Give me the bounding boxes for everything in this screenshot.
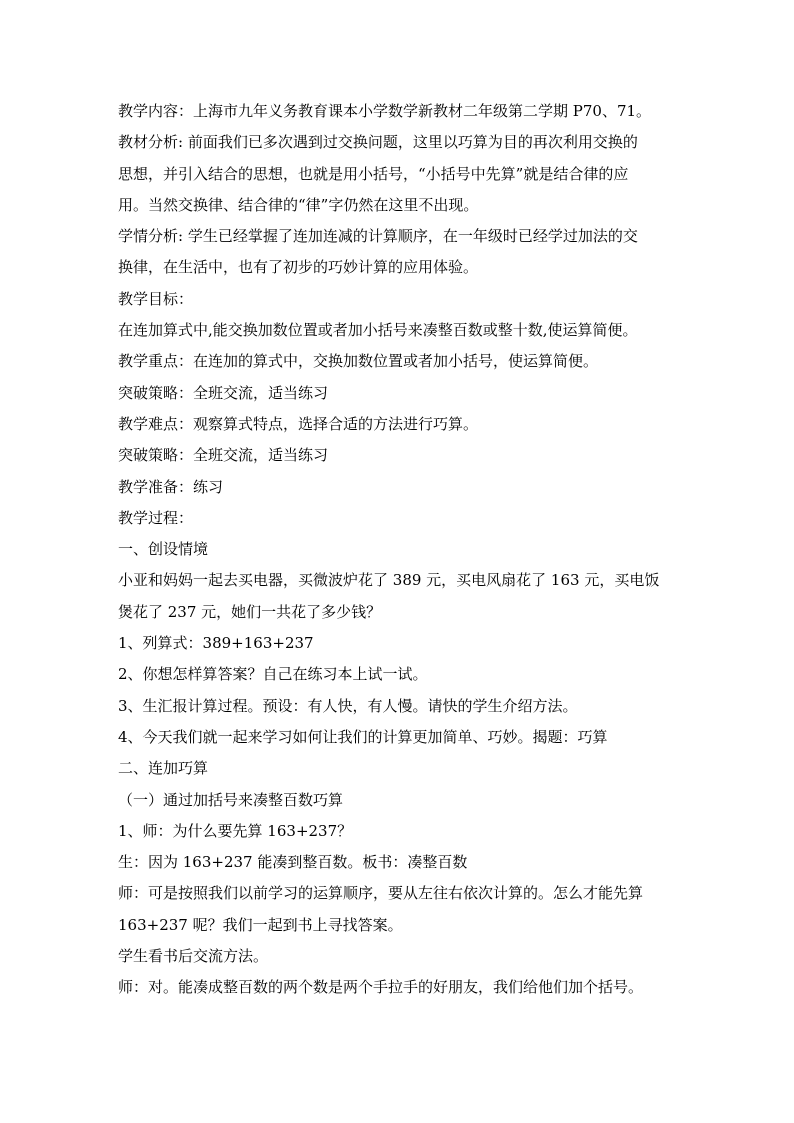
text-line: 用。当然交换律、结合律的“律”字仍然在这里不出现。	[118, 195, 479, 214]
section-1-heading	[118, 534, 678, 565]
teaching-goals-heading	[118, 284, 678, 315]
text-line: 在连加算式中,能交换加数位置或者加小括号来凑整百数或整十数,使运算简便。	[118, 321, 638, 340]
document-page	[118, 96, 678, 1004]
text-line: 1、师：为什么要先算 163+237？	[118, 821, 353, 840]
text-line: 教材分析: 前面我们已多次遇到过交换问题，这里以巧算为目的再次利用交换的	[118, 133, 638, 152]
text-line: 二、连加巧算	[118, 759, 209, 778]
strategy-2	[118, 440, 678, 471]
text-line: 突破策略：全班交流，适当练习	[118, 383, 329, 402]
text-line: 教学难点：观察算式特点，选择合适的方法进行巧算。	[118, 414, 479, 433]
text-line: 4、今天我们就一起来学习如何让我们的计算更加简单、巧妙。揭题：巧算	[118, 727, 608, 746]
text-line: 思想，并引入结合的思想，也就是用小括号，“小括号中先算”就是结合律的应	[118, 164, 629, 183]
step-4	[118, 722, 678, 753]
text-line: 教学内容：上海市九年义务教育课本小学数学新教材二年级第二学期 P70、71。	[118, 102, 652, 120]
student-activity	[118, 941, 678, 972]
step-2	[118, 659, 678, 690]
student-answer-1	[118, 847, 678, 878]
text-line: 学情分析: 学生已经掌握了连加连减的计算顺序，在一年级时已经学过加法的交	[118, 227, 638, 246]
teaching-process-heading	[118, 503, 678, 534]
text-line: 突破策略：全班交流，适当练习	[118, 446, 329, 465]
text-line: 163+237 呢？我们一起到书上寻找答案。	[118, 915, 403, 934]
text-line: 教学过程：	[118, 508, 194, 527]
teacher-question-2	[118, 878, 678, 941]
teaching-focus	[118, 346, 678, 377]
text-line: 换律，在生活中，也有了初步的巧妙计算的应用体验。	[118, 258, 479, 277]
text-line: 一、创设情境	[118, 540, 209, 559]
section-2-heading	[118, 753, 678, 784]
text-line: 学生看书后交流方法。	[118, 947, 269, 966]
text-line: 2、你想怎样算答案？自己在练习本上试一试。	[118, 665, 428, 684]
subsection-1-heading	[118, 785, 678, 816]
teaching-preparation	[118, 472, 678, 503]
text-line: 教学目标：	[118, 289, 194, 308]
teacher-question-1	[118, 816, 678, 847]
teaching-content	[118, 96, 678, 127]
text-line: 教学准备：练习	[118, 477, 224, 496]
scenario-text	[118, 565, 678, 628]
text-line: （一）通过加括号来凑整百数巧算	[118, 790, 344, 809]
text-line: 煲花了 237 元，她们一共花了多少钱？	[118, 602, 382, 621]
teacher-statement	[118, 972, 678, 1003]
text-line: 师：可是按照我们以前学习的运算顺序，要从左往右依次计算的。怎么才能先算	[118, 884, 644, 903]
text-line: 生：因为 163+237 能凑到整百数。板书：凑整百数	[118, 853, 468, 872]
step-3	[118, 691, 678, 722]
teaching-difficulty	[118, 409, 678, 440]
step-1	[118, 628, 678, 659]
text-line: 1、列算式：389+163+237	[118, 634, 314, 653]
strategy-1	[118, 378, 678, 409]
teaching-goals	[118, 315, 678, 346]
student-analysis	[118, 221, 678, 284]
text-line: 教学重点：在连加的算式中，交换加数位置或者加小括号，使运算简便。	[118, 352, 599, 371]
text-line: 3、生汇报计算过程。预设：有人快，有人慢。请快的学生介绍方法。	[118, 696, 578, 715]
text-line: 小亚和妈妈一起去买电器，买微波炉花了 389 元，买电风扇花了 163 元，买电饭	[118, 571, 660, 590]
material-analysis	[118, 127, 678, 221]
text-line: 师：对。能凑成整百数的两个数是两个手拉手的好朋友，我们给他们加个括号。	[118, 978, 644, 997]
